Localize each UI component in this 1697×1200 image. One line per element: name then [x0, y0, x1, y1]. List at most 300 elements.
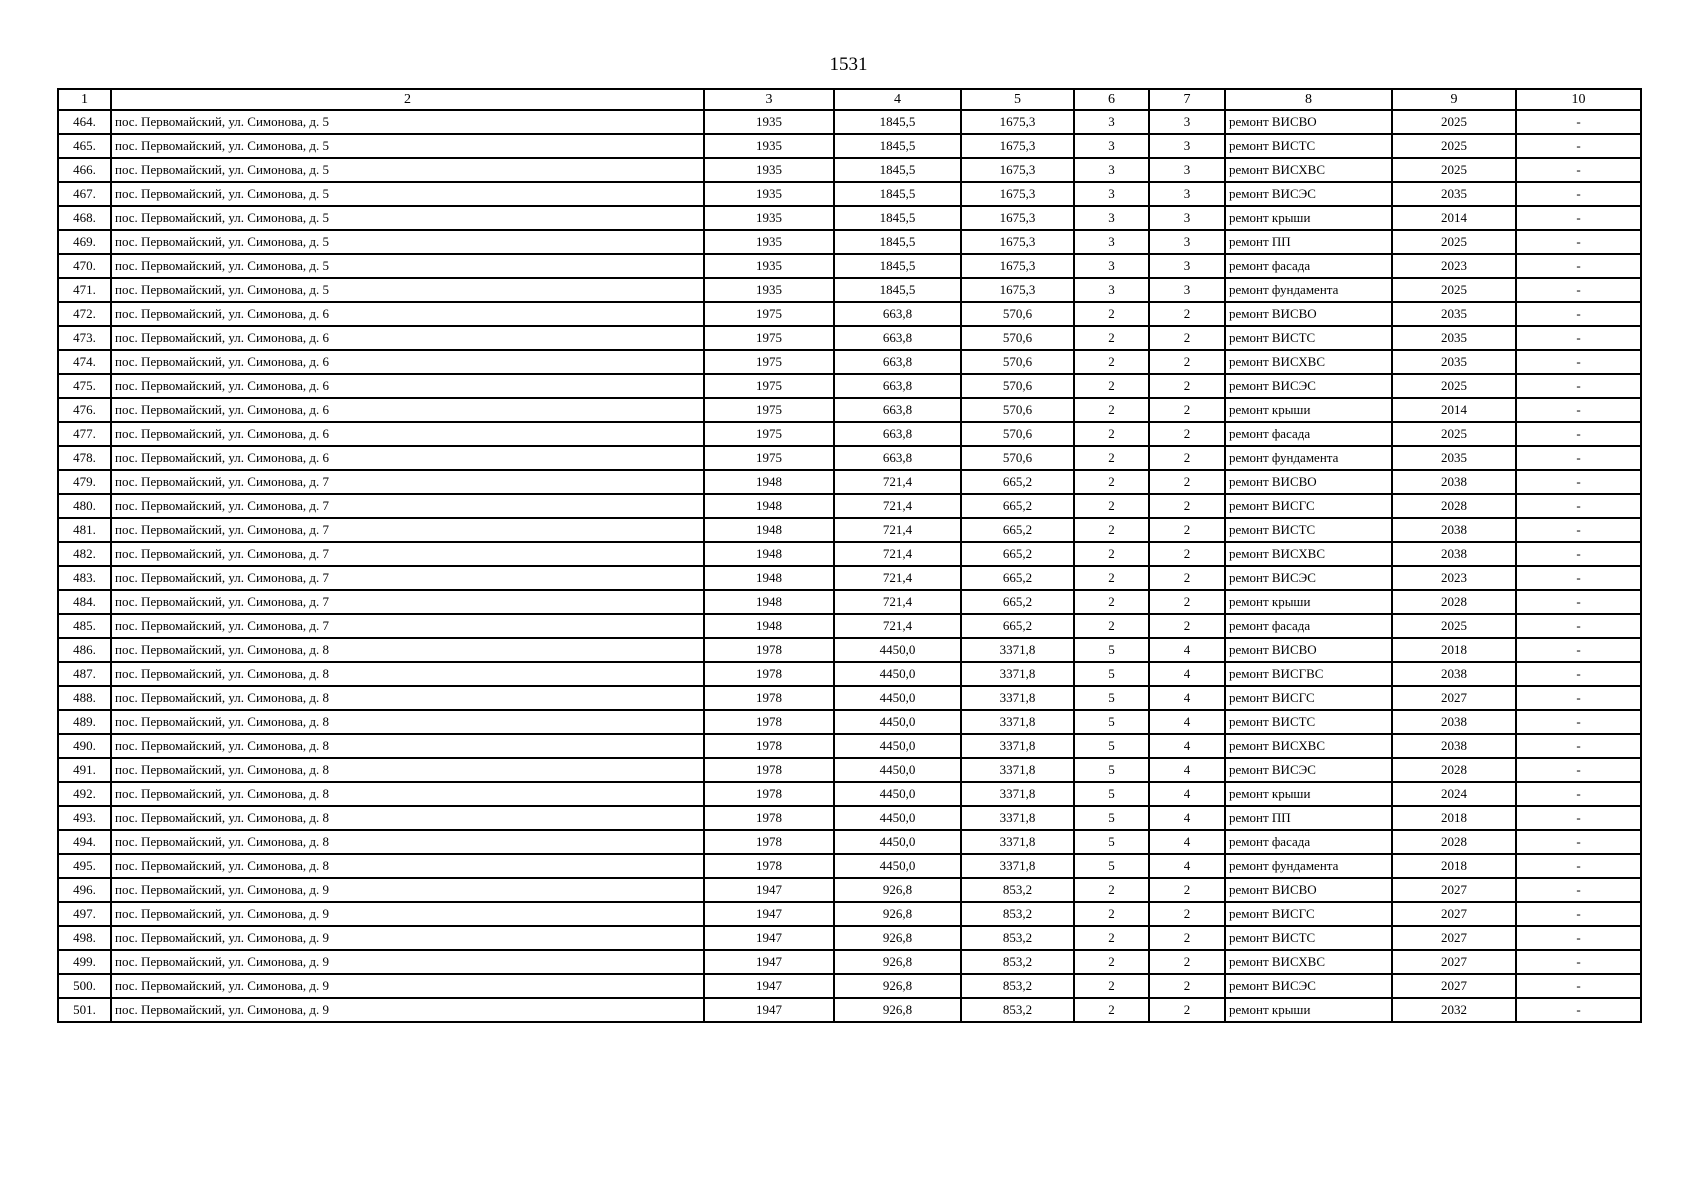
page-number: 1531 [829, 54, 868, 75]
cell-entrances: 4 [1149, 758, 1225, 782]
column-header-9: 9 [1392, 89, 1516, 110]
cell-year-built: 1948 [704, 494, 834, 518]
cell-planned-year: 2018 [1392, 806, 1516, 830]
cell-note: - [1516, 686, 1641, 710]
cell-address: пос. Первомайский, ул. Симонова, д. 7 [111, 518, 704, 542]
cell-living-area: 665,2 [961, 518, 1074, 542]
cell-entrances: 4 [1149, 734, 1225, 758]
cell-row-number: 483. [58, 566, 111, 590]
cell-work-type: ремонт ВИСВО [1225, 878, 1392, 902]
cell-row-number: 498. [58, 926, 111, 950]
cell-planned-year: 2038 [1392, 734, 1516, 758]
cell-work-type: ремонт крыши [1225, 206, 1392, 230]
cell-work-type: ремонт ВИСЭС [1225, 374, 1392, 398]
table-row [58, 494, 1641, 518]
cell-year-built: 1978 [704, 662, 834, 686]
cell-row-number: 490. [58, 734, 111, 758]
cell-living-area: 3371,8 [961, 758, 1074, 782]
table-row [58, 158, 1641, 182]
cell-year-built: 1975 [704, 422, 834, 446]
cell-entrances: 2 [1149, 350, 1225, 374]
cell-planned-year: 2023 [1392, 254, 1516, 278]
cell-total-area: 4450,0 [834, 854, 961, 878]
cell-note: - [1516, 902, 1641, 926]
cell-note: - [1516, 974, 1641, 998]
table-row [58, 878, 1641, 902]
cell-planned-year: 2027 [1392, 686, 1516, 710]
cell-floors: 2 [1074, 974, 1149, 998]
cell-planned-year: 2038 [1392, 470, 1516, 494]
cell-entrances: 4 [1149, 686, 1225, 710]
column-header-4: 4 [834, 89, 961, 110]
cell-address: пос. Первомайский, ул. Симонова, д. 8 [111, 638, 704, 662]
cell-total-area: 4450,0 [834, 734, 961, 758]
cell-note: - [1516, 566, 1641, 590]
cell-address: пос. Первомайский, ул. Симонова, д. 6 [111, 374, 704, 398]
cell-work-type: ремонт ВИСЭС [1225, 758, 1392, 782]
table-row [58, 830, 1641, 854]
cell-living-area: 570,6 [961, 398, 1074, 422]
cell-work-type: ремонт ВИСВО [1225, 638, 1392, 662]
cell-total-area: 1845,5 [834, 134, 961, 158]
cell-year-built: 1978 [704, 686, 834, 710]
cell-planned-year: 2025 [1392, 614, 1516, 638]
cell-floors: 2 [1074, 950, 1149, 974]
cell-row-number: 488. [58, 686, 111, 710]
cell-planned-year: 2014 [1392, 398, 1516, 422]
cell-planned-year: 2028 [1392, 830, 1516, 854]
cell-living-area: 3371,8 [961, 638, 1074, 662]
cell-total-area: 663,8 [834, 302, 961, 326]
cell-year-built: 1935 [704, 254, 834, 278]
cell-total-area: 663,8 [834, 422, 961, 446]
cell-note: - [1516, 206, 1641, 230]
column-header-6: 6 [1074, 89, 1149, 110]
cell-floors: 2 [1074, 398, 1149, 422]
cell-entrances: 2 [1149, 446, 1225, 470]
cell-planned-year: 2014 [1392, 206, 1516, 230]
table-row [58, 470, 1641, 494]
column-header-1: 1 [58, 89, 111, 110]
cell-note: - [1516, 710, 1641, 734]
cell-floors: 5 [1074, 854, 1149, 878]
cell-total-area: 4450,0 [834, 638, 961, 662]
table-row [58, 686, 1641, 710]
cell-year-built: 1978 [704, 734, 834, 758]
cell-floors: 3 [1074, 110, 1149, 134]
cell-planned-year: 2027 [1392, 878, 1516, 902]
cell-row-number: 476. [58, 398, 111, 422]
cell-total-area: 926,8 [834, 902, 961, 926]
cell-planned-year: 2035 [1392, 350, 1516, 374]
cell-note: - [1516, 230, 1641, 254]
cell-year-built: 1935 [704, 206, 834, 230]
cell-address: пос. Первомайский, ул. Симонова, д. 6 [111, 302, 704, 326]
cell-planned-year: 2028 [1392, 758, 1516, 782]
cell-floors: 2 [1074, 494, 1149, 518]
cell-address: пос. Первомайский, ул. Симонова, д. 6 [111, 446, 704, 470]
cell-planned-year: 2025 [1392, 110, 1516, 134]
cell-row-number: 477. [58, 422, 111, 446]
cell-total-area: 1845,5 [834, 254, 961, 278]
cell-address: пос. Первомайский, ул. Симонова, д. 5 [111, 110, 704, 134]
column-header-8: 8 [1225, 89, 1392, 110]
table-row [58, 854, 1641, 878]
cell-living-area: 3371,8 [961, 782, 1074, 806]
cell-year-built: 1978 [704, 854, 834, 878]
cell-planned-year: 2028 [1392, 494, 1516, 518]
cell-address: пос. Первомайский, ул. Симонова, д. 9 [111, 926, 704, 950]
cell-year-built: 1978 [704, 758, 834, 782]
cell-entrances: 4 [1149, 854, 1225, 878]
cell-work-type: ремонт фасада [1225, 830, 1392, 854]
cell-total-area: 926,8 [834, 950, 961, 974]
cell-floors: 5 [1074, 734, 1149, 758]
cell-floors: 2 [1074, 878, 1149, 902]
cell-entrances: 2 [1149, 518, 1225, 542]
cell-work-type: ремонт ВИСТС [1225, 710, 1392, 734]
cell-year-built: 1975 [704, 398, 834, 422]
column-header-7: 7 [1149, 89, 1225, 110]
cell-work-type: ремонт ВИСЭС [1225, 566, 1392, 590]
cell-floors: 5 [1074, 806, 1149, 830]
cell-note: - [1516, 854, 1641, 878]
cell-work-type: ремонт крыши [1225, 590, 1392, 614]
cell-note: - [1516, 758, 1641, 782]
cell-living-area: 3371,8 [961, 662, 1074, 686]
cell-living-area: 853,2 [961, 974, 1074, 998]
cell-living-area: 3371,8 [961, 830, 1074, 854]
cell-year-built: 1975 [704, 350, 834, 374]
cell-note: - [1516, 302, 1641, 326]
cell-row-number: 482. [58, 542, 111, 566]
cell-living-area: 1675,3 [961, 254, 1074, 278]
cell-note: - [1516, 638, 1641, 662]
cell-work-type: ремонт ВИСТС [1225, 326, 1392, 350]
cell-living-area: 570,6 [961, 374, 1074, 398]
cell-total-area: 926,8 [834, 974, 961, 998]
cell-work-type: ремонт ВИСХВС [1225, 734, 1392, 758]
cell-entrances: 2 [1149, 926, 1225, 950]
table-row [58, 542, 1641, 566]
cell-living-area: 1675,3 [961, 182, 1074, 206]
cell-row-number: 464. [58, 110, 111, 134]
cell-living-area: 1675,3 [961, 206, 1074, 230]
cell-note: - [1516, 734, 1641, 758]
cell-address: пос. Первомайский, ул. Симонова, д. 7 [111, 470, 704, 494]
cell-planned-year: 2032 [1392, 998, 1516, 1022]
cell-row-number: 485. [58, 614, 111, 638]
cell-address: пос. Первомайский, ул. Симонова, д. 7 [111, 566, 704, 590]
cell-total-area: 4450,0 [834, 830, 961, 854]
cell-entrances: 3 [1149, 110, 1225, 134]
cell-note: - [1516, 806, 1641, 830]
cell-entrances: 2 [1149, 974, 1225, 998]
cell-entrances: 2 [1149, 494, 1225, 518]
cell-living-area: 570,6 [961, 446, 1074, 470]
table-row [58, 902, 1641, 926]
cell-total-area: 4450,0 [834, 710, 961, 734]
cell-entrances: 2 [1149, 398, 1225, 422]
cell-year-built: 1978 [704, 782, 834, 806]
cell-note: - [1516, 494, 1641, 518]
cell-note: - [1516, 614, 1641, 638]
cell-year-built: 1975 [704, 374, 834, 398]
cell-address: пос. Первомайский, ул. Симонова, д. 8 [111, 830, 704, 854]
column-header-10: 10 [1516, 89, 1641, 110]
cell-floors: 5 [1074, 662, 1149, 686]
cell-planned-year: 2025 [1392, 422, 1516, 446]
cell-work-type: ремонт ВИСХВС [1225, 350, 1392, 374]
cell-work-type: ремонт ВИСГС [1225, 494, 1392, 518]
cell-work-type: ремонт крыши [1225, 782, 1392, 806]
cell-floors: 5 [1074, 638, 1149, 662]
table-row [58, 926, 1641, 950]
cell-entrances: 4 [1149, 830, 1225, 854]
cell-living-area: 570,6 [961, 302, 1074, 326]
cell-floors: 2 [1074, 542, 1149, 566]
cell-row-number: 489. [58, 710, 111, 734]
cell-total-area: 1845,5 [834, 206, 961, 230]
cell-work-type: ремонт фасада [1225, 614, 1392, 638]
cell-note: - [1516, 590, 1641, 614]
cell-work-type: ремонт ВИСВО [1225, 302, 1392, 326]
cell-note: - [1516, 110, 1641, 134]
cell-total-area: 721,4 [834, 614, 961, 638]
cell-entrances: 4 [1149, 662, 1225, 686]
cell-total-area: 4450,0 [834, 758, 961, 782]
cell-row-number: 492. [58, 782, 111, 806]
cell-entrances: 4 [1149, 782, 1225, 806]
cell-year-built: 1978 [704, 830, 834, 854]
cell-floors: 3 [1074, 134, 1149, 158]
cell-row-number: 484. [58, 590, 111, 614]
cell-total-area: 4450,0 [834, 686, 961, 710]
cell-row-number: 487. [58, 662, 111, 686]
cell-year-built: 1975 [704, 446, 834, 470]
table-row [58, 998, 1641, 1022]
cell-row-number: 467. [58, 182, 111, 206]
cell-address: пос. Первомайский, ул. Симонова, д. 7 [111, 614, 704, 638]
cell-work-type: ремонт ВИСЭС [1225, 182, 1392, 206]
cell-entrances: 2 [1149, 326, 1225, 350]
cell-living-area: 3371,8 [961, 710, 1074, 734]
table-row [58, 614, 1641, 638]
cell-address: пос. Первомайский, ул. Симонова, д. 8 [111, 662, 704, 686]
cell-note: - [1516, 998, 1641, 1022]
cell-work-type: ремонт ВИСТС [1225, 134, 1392, 158]
cell-floors: 3 [1074, 278, 1149, 302]
cell-total-area: 1845,5 [834, 110, 961, 134]
cell-living-area: 665,2 [961, 542, 1074, 566]
cell-planned-year: 2025 [1392, 374, 1516, 398]
table-row [58, 398, 1641, 422]
cell-living-area: 665,2 [961, 470, 1074, 494]
cell-work-type: ремонт ВИСГС [1225, 902, 1392, 926]
cell-living-area: 1675,3 [961, 110, 1074, 134]
column-header-3: 3 [704, 89, 834, 110]
cell-total-area: 663,8 [834, 446, 961, 470]
cell-note: - [1516, 158, 1641, 182]
cell-planned-year: 2035 [1392, 326, 1516, 350]
cell-entrances: 3 [1149, 278, 1225, 302]
cell-note: - [1516, 422, 1641, 446]
cell-year-built: 1947 [704, 998, 834, 1022]
cell-floors: 2 [1074, 422, 1149, 446]
cell-planned-year: 2023 [1392, 566, 1516, 590]
cell-year-built: 1948 [704, 542, 834, 566]
table-row [58, 782, 1641, 806]
cell-address: пос. Первомайский, ул. Симонова, д. 8 [111, 854, 704, 878]
cell-row-number: 480. [58, 494, 111, 518]
cell-address: пос. Первомайский, ул. Симонова, д. 5 [111, 182, 704, 206]
cell-living-area: 1675,3 [961, 134, 1074, 158]
cell-entrances: 2 [1149, 302, 1225, 326]
cell-total-area: 926,8 [834, 878, 961, 902]
cell-floors: 2 [1074, 590, 1149, 614]
cell-year-built: 1935 [704, 278, 834, 302]
cell-entrances: 4 [1149, 806, 1225, 830]
cell-total-area: 721,4 [834, 470, 961, 494]
cell-work-type: ремонт ВИСГС [1225, 686, 1392, 710]
cell-entrances: 2 [1149, 470, 1225, 494]
cell-year-built: 1975 [704, 302, 834, 326]
cell-address: пос. Первомайский, ул. Симонова, д. 8 [111, 806, 704, 830]
cell-work-type: ремонт ВИСТС [1225, 926, 1392, 950]
cell-living-area: 853,2 [961, 926, 1074, 950]
cell-year-built: 1947 [704, 926, 834, 950]
cell-entrances: 3 [1149, 134, 1225, 158]
cell-planned-year: 2025 [1392, 230, 1516, 254]
cell-entrances: 3 [1149, 230, 1225, 254]
table-row [58, 254, 1641, 278]
cell-row-number: 478. [58, 446, 111, 470]
cell-note: - [1516, 134, 1641, 158]
cell-total-area: 721,4 [834, 494, 961, 518]
cell-planned-year: 2035 [1392, 302, 1516, 326]
column-header-2: 2 [111, 89, 704, 110]
cell-total-area: 721,4 [834, 566, 961, 590]
cell-row-number: 470. [58, 254, 111, 278]
cell-entrances: 2 [1149, 998, 1225, 1022]
cell-entrances: 4 [1149, 710, 1225, 734]
cell-floors: 5 [1074, 830, 1149, 854]
cell-work-type: ремонт ПП [1225, 230, 1392, 254]
table-row [58, 710, 1641, 734]
table-row [58, 638, 1641, 662]
cell-address: пос. Первомайский, ул. Симонова, д. 7 [111, 542, 704, 566]
table-row [58, 758, 1641, 782]
cell-work-type: ремонт крыши [1225, 998, 1392, 1022]
cell-planned-year: 2038 [1392, 710, 1516, 734]
table-row [58, 230, 1641, 254]
table-row [58, 590, 1641, 614]
table-row [58, 734, 1641, 758]
cell-total-area: 4450,0 [834, 662, 961, 686]
cell-planned-year: 2027 [1392, 950, 1516, 974]
header-row [58, 89, 1641, 110]
cell-total-area: 1845,5 [834, 158, 961, 182]
cell-row-number: 497. [58, 902, 111, 926]
cell-row-number: 475. [58, 374, 111, 398]
cell-note: - [1516, 878, 1641, 902]
cell-note: - [1516, 518, 1641, 542]
cell-address: пос. Первомайский, ул. Симонова, д. 9 [111, 974, 704, 998]
cell-address: пос. Первомайский, ул. Симонова, д. 5 [111, 134, 704, 158]
cell-total-area: 663,8 [834, 398, 961, 422]
cell-floors: 2 [1074, 470, 1149, 494]
cell-work-type: ремонт фундамента [1225, 278, 1392, 302]
cell-entrances: 3 [1149, 206, 1225, 230]
cell-address: пос. Первомайский, ул. Симонова, д. 9 [111, 878, 704, 902]
cell-living-area: 853,2 [961, 998, 1074, 1022]
cell-row-number: 496. [58, 878, 111, 902]
cell-work-type: ремонт ВИСХВС [1225, 950, 1392, 974]
cell-year-built: 1947 [704, 902, 834, 926]
cell-row-number: 479. [58, 470, 111, 494]
cell-year-built: 1948 [704, 566, 834, 590]
cell-work-type: ремонт ВИСХВС [1225, 158, 1392, 182]
cell-work-type: ремонт ВИСТС [1225, 518, 1392, 542]
cell-total-area: 4450,0 [834, 782, 961, 806]
cell-year-built: 1948 [704, 470, 834, 494]
cell-living-area: 665,2 [961, 614, 1074, 638]
cell-address: пос. Первомайский, ул. Симонова, д. 6 [111, 326, 704, 350]
cell-entrances: 2 [1149, 566, 1225, 590]
cell-living-area: 3371,8 [961, 734, 1074, 758]
cell-living-area: 3371,8 [961, 854, 1074, 878]
table-row [58, 302, 1641, 326]
cell-entrances: 2 [1149, 422, 1225, 446]
cell-living-area: 3371,8 [961, 806, 1074, 830]
cell-work-type: ремонт фасада [1225, 422, 1392, 446]
cell-year-built: 1947 [704, 974, 834, 998]
cell-row-number: 474. [58, 350, 111, 374]
cell-living-area: 665,2 [961, 566, 1074, 590]
cell-row-number: 468. [58, 206, 111, 230]
cell-planned-year: 2025 [1392, 134, 1516, 158]
cell-address: пос. Первомайский, ул. Симонова, д. 8 [111, 686, 704, 710]
cell-work-type: ремонт ВИСХВС [1225, 542, 1392, 566]
cell-year-built: 1935 [704, 158, 834, 182]
cell-living-area: 853,2 [961, 878, 1074, 902]
table-row [58, 662, 1641, 686]
cell-floors: 3 [1074, 158, 1149, 182]
cell-year-built: 1935 [704, 110, 834, 134]
cell-living-area: 1675,3 [961, 230, 1074, 254]
cell-address: пос. Первомайский, ул. Симонова, д. 6 [111, 398, 704, 422]
cell-floors: 2 [1074, 374, 1149, 398]
cell-note: - [1516, 326, 1641, 350]
cell-note: - [1516, 662, 1641, 686]
cell-floors: 2 [1074, 350, 1149, 374]
cell-entrances: 2 [1149, 614, 1225, 638]
cell-floors: 3 [1074, 206, 1149, 230]
cell-row-number: 500. [58, 974, 111, 998]
table-row [58, 182, 1641, 206]
cell-row-number: 466. [58, 158, 111, 182]
cell-entrances: 3 [1149, 158, 1225, 182]
cell-work-type: ремонт ВИСВО [1225, 470, 1392, 494]
cell-planned-year: 2035 [1392, 182, 1516, 206]
cell-address: пос. Первомайский, ул. Симонова, д. 8 [111, 758, 704, 782]
cell-living-area: 3371,8 [961, 686, 1074, 710]
cell-total-area: 4450,0 [834, 806, 961, 830]
cell-floors: 2 [1074, 902, 1149, 926]
cell-year-built: 1935 [704, 134, 834, 158]
cell-address: пос. Первомайский, ул. Симонова, д. 6 [111, 422, 704, 446]
table-row [58, 806, 1641, 830]
